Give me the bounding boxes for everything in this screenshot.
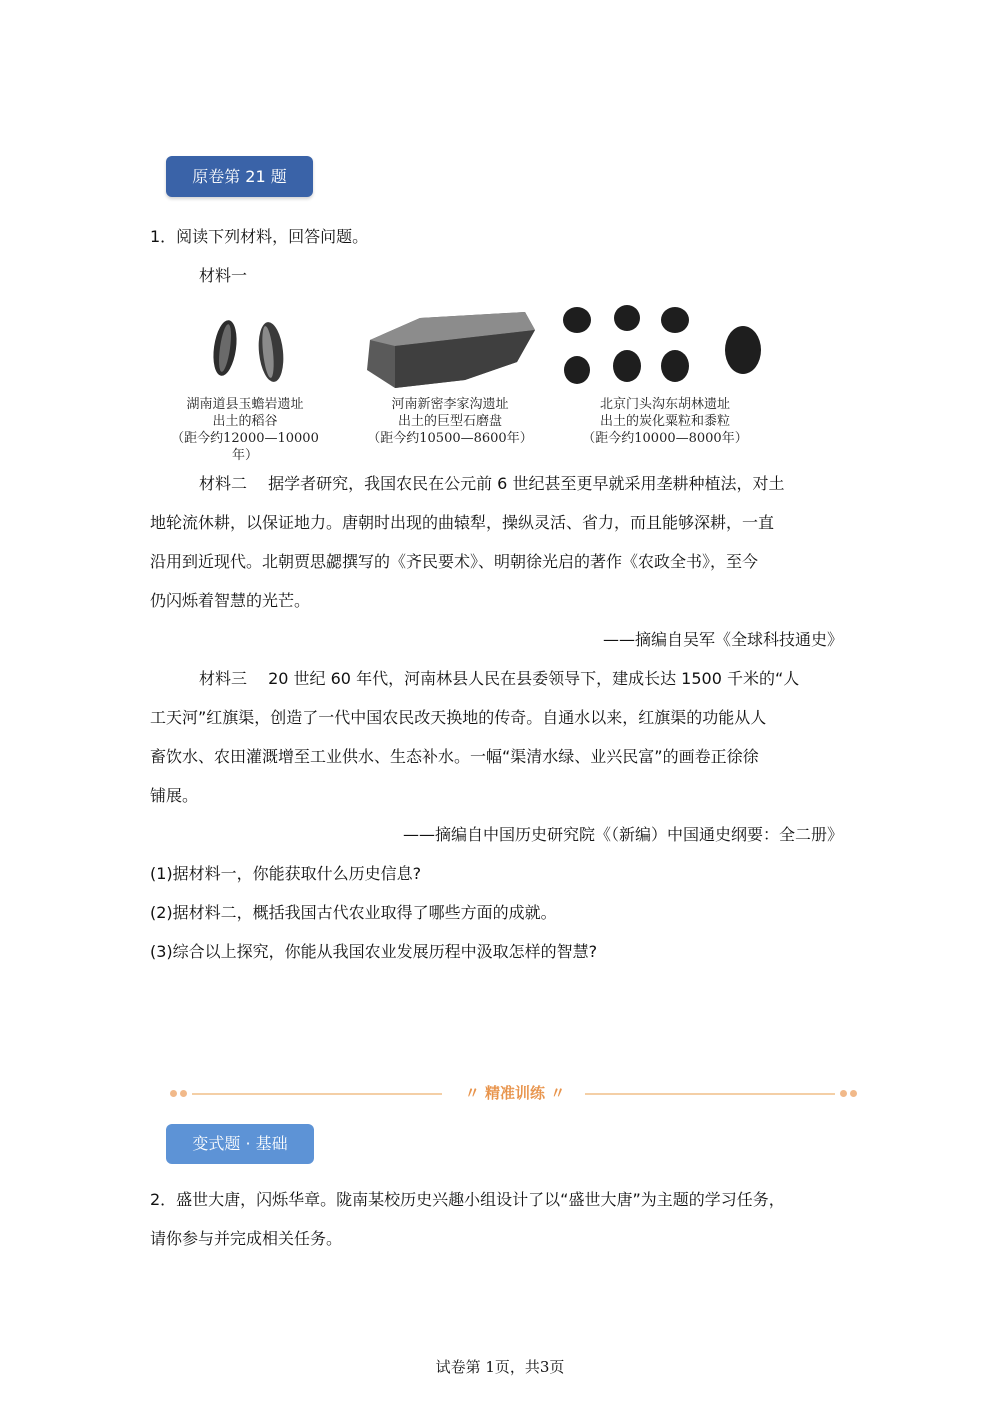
material-3-source: ——摘编自中国历史研究院《（新编）中国通史纲要：全二册》 bbox=[402, 825, 843, 844]
question-2-line: 请你参与并完成相关任务。 bbox=[150, 1229, 343, 1248]
grinding-stone-image bbox=[367, 312, 535, 388]
divider-dot bbox=[850, 1090, 857, 1097]
page-footer: 试卷第 1页，共3页 bbox=[435, 1358, 565, 1376]
variant-question-badge: 变式题 · 基础 bbox=[166, 1124, 314, 1164]
divider-dot bbox=[170, 1090, 177, 1097]
section-divider bbox=[170, 1080, 860, 1106]
figure-caption-1: 湖南道县玉蟾岩遗址 出土的稻谷 （距今约12000—10000年） bbox=[171, 397, 319, 463]
material-3-line: 畜饮水、农田灌溉增至工业供水、生态补水。一幅“渠清水绿、业兴民富”的画卷正徐徐 bbox=[150, 747, 759, 766]
material-3-line: 铺展。 bbox=[150, 786, 199, 805]
material-1-figures bbox=[165, 300, 775, 463]
divider-rule bbox=[192, 1093, 442, 1095]
material-3-line: 材料三 20 世纪 60 年代，河南林县人民在县委领导下，建成长达 1500 千米的“人 bbox=[199, 669, 800, 688]
material-1-label: 材料一 bbox=[199, 266, 248, 285]
figure-caption-3: 北京门头沟东胡林遗址 出土的炭化粟粒和黍粒 （距今约10000—8000年） bbox=[582, 397, 748, 446]
sub-question-3: (3)综合以上探究，你能从我国农业发展历程中汲取怎样的智慧? bbox=[150, 942, 598, 961]
millet-grains-image bbox=[563, 305, 761, 384]
material-2-line: 仍闪烁着智慧的光芒。 bbox=[150, 591, 311, 610]
material-2-line: 地轮流休耕，以保证地力。唐朝时出现的曲辕犁，操纵灵活、省力，而且能够深耕，一直 bbox=[150, 513, 775, 532]
question-2-line: 2．盛世大唐，闪烁华章。陇南某校历史兴趣小组设计了以“盛世大唐”为主题的学习任务， bbox=[150, 1190, 785, 1209]
original-question-badge: 原卷第 21 题 bbox=[166, 156, 313, 197]
material-3-line: 工天河”红旗渠，创造了一代中国农民改天换地的传奇。自通水以来，红旗渠的功能从人 bbox=[150, 708, 767, 727]
divider-dot bbox=[180, 1090, 187, 1097]
question-1-stem: 1．阅读下列材料，回答问题。 bbox=[150, 227, 369, 246]
sub-question-1: (1)据材料一，你能获取什么历史信息? bbox=[150, 864, 422, 883]
material-2-line: 沿用到近现代。北朝贾思勰撰写的《齐民要术》、明朝徐光启的著作《农政全书》，至今 bbox=[150, 552, 759, 571]
divider-dot bbox=[840, 1090, 847, 1097]
material-2-source: ——摘编自吴军《全球科技通史》 bbox=[602, 630, 843, 649]
divider-rule bbox=[585, 1093, 835, 1095]
section-title: 〃 精准训练 〃 bbox=[464, 1084, 566, 1102]
rice-grain-image bbox=[210, 319, 286, 383]
sub-question-2: (2)据材料二，概括我国古代农业取得了哪些方面的成就。 bbox=[150, 903, 557, 922]
material-2-line: 材料二 据学者研究，我国农民在公元前 6 世纪甚至更早就采用垄耕种植法，对土 bbox=[199, 474, 785, 493]
figure-caption-2: 河南新密李家沟遗址 出土的巨型石磨盘 （距今约10500—8600年） bbox=[367, 397, 533, 446]
